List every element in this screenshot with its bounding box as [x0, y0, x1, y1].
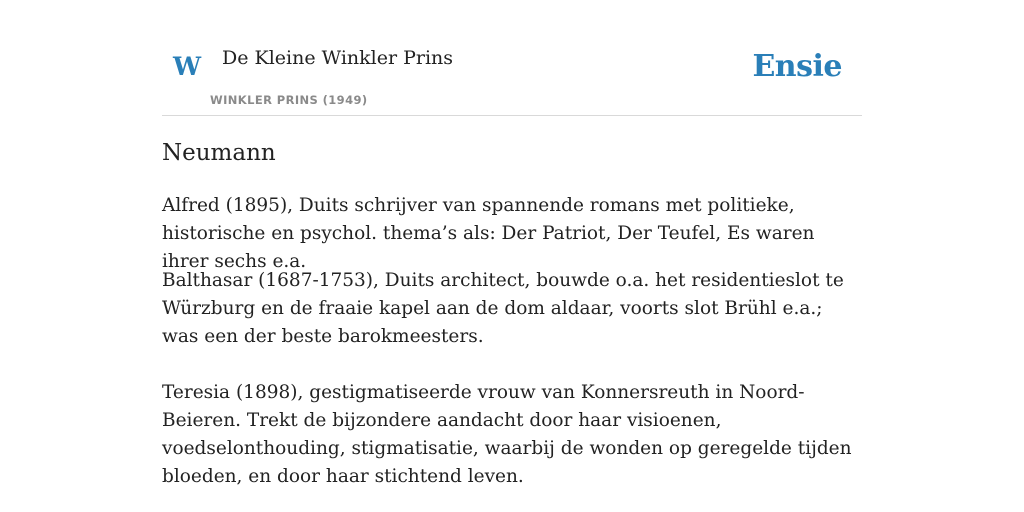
entry-paragraph: Alfred (1895), Duits schrijver van spannende romans met politieke, historische en psychol. thema’s als: Der Patriot, Der Teufel, Es waren ihrer sechs e.a.: [162, 195, 815, 272]
entry-paragraph: Balthasar (1687-1753), Duits architect, bouwde o.a. het residentieslot te Würzburg en de fraaie kapel aan de dom aldaar, voorts slot Brühl e.a.; was een der beste barokmeesters.: [162, 270, 844, 347]
entry-card: [162, 0, 862, 487]
entry-paragraph: Teresia (1898), gestigmatiseerde vrouw van Konnersreuth in Noord-Beieren. Trekt de bijzondere aandacht door haar visioenen, voedselonthouding, stigmatisatie, waarbij de wonden op geregelde tijden bloeden, en door haar stichtend leven.: [162, 382, 852, 487]
winkler-prins-logo[interactable]: W: [173, 52, 202, 81]
ensie-logo[interactable]: Ensie: [752, 49, 842, 84]
source-header: [162, 0, 862, 116]
entry-title: Neumann: [162, 140, 276, 166]
source-title[interactable]: De Kleine Winkler Prins: [222, 47, 454, 69]
source-subtitle: WINKLER PRINS (1949): [210, 93, 368, 107]
